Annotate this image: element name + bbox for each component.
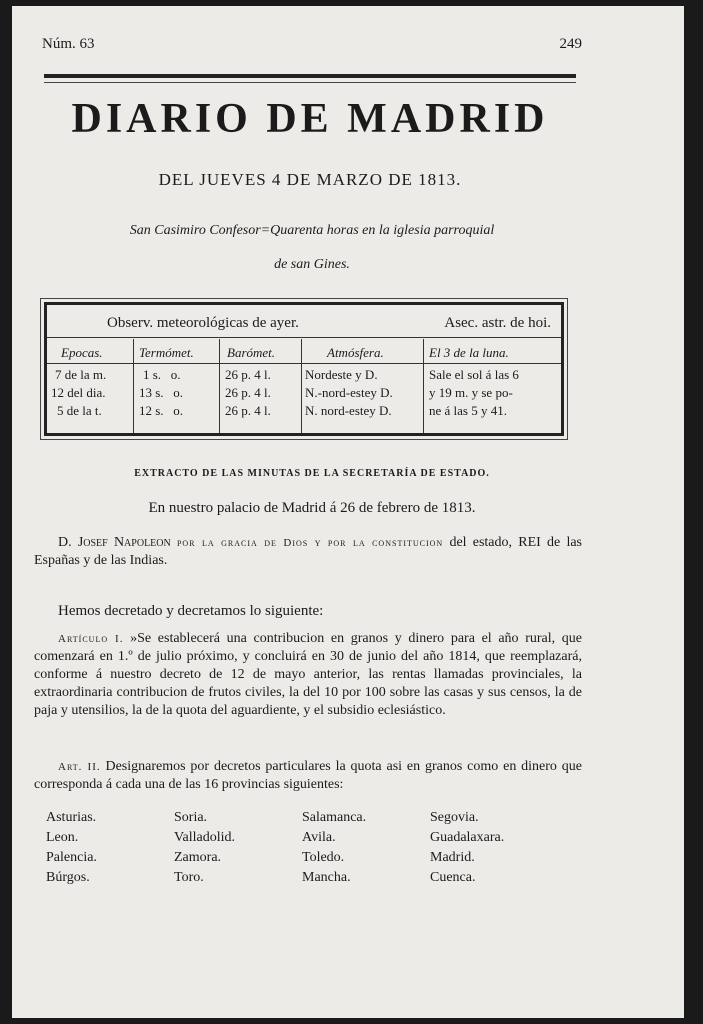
- province-item: Valladolid.: [174, 830, 236, 845]
- column-divider: [133, 339, 134, 433]
- article-1-text: »Se establecerá una contribucion en granos y dinero para el año rural, que comenzará en 1.º de julio próximo, y concluirá en 30 de junio del año 1814, que reemplazará, conforme á nuestro decreto de 12 de mayo anterior, las rentas llamadas provinciales, la extraordinaria contribucion de frutos civiles, la del 10 por 100 sobre las casas y sus censos, la de paja y utensilios, la de la quota del aguardiente, y el subsidio eclesiástico.: [34, 631, 583, 718]
- meteo-title-row: [47, 311, 561, 338]
- province-item: Mancha.: [302, 870, 351, 885]
- issue-number: Núm. 63: [42, 36, 95, 52]
- luna-line-1: Sale el sol á las 6: [429, 367, 519, 382]
- section-heading: EXTRACTO DE LAS MINUTAS DE LA SECRETARÍA DE ESTADO.: [134, 468, 490, 479]
- row-1-epoca: 7 de la m.: [55, 367, 107, 382]
- meteorological-table: [44, 302, 564, 436]
- saint-line-2: de san Gines.: [274, 257, 350, 272]
- decree-statement: Hemos decretado y decretamos lo siguiente:: [58, 603, 324, 619]
- province-item: Zamora.: [174, 850, 222, 865]
- province-item: Cuenca.: [430, 870, 476, 885]
- header-rule: [44, 74, 576, 78]
- row-2-termometro: 13 s. o.: [139, 385, 184, 400]
- page-number: 249: [559, 36, 582, 52]
- column-divider: [301, 339, 302, 433]
- column-divider: [423, 339, 424, 433]
- meteo-title-left: Observ. meteorológicas de ayer.: [107, 315, 299, 331]
- article-2-label: Art. II.: [58, 761, 101, 773]
- col-header-termometro: Termómet.: [139, 345, 194, 360]
- province-item: Búrgos.: [46, 870, 90, 885]
- row-3-termometro: 12 s. o.: [139, 403, 184, 418]
- saint-line-1: San Casimiro Confesor=Quarenta horas en la iglesia parroquial: [129, 223, 495, 238]
- luna-line-2: y 19 m. y se po-: [429, 385, 513, 400]
- col-header-barometro: Barómet.: [227, 345, 276, 360]
- decree-intro-end: del estado, REI de las Españas y de las Indias.: [34, 535, 582, 568]
- masthead: DIARIO DE MADRID: [71, 96, 549, 142]
- province-column: [302, 808, 366, 888]
- header-rule-thin: [44, 82, 576, 83]
- row-1-termometro: 1 s. o.: [143, 367, 181, 382]
- row-1-barometro: 26 p. 4 l.: [225, 367, 271, 382]
- col-header-atmosfera: Atmósfera.: [327, 345, 384, 360]
- row-3-epoca: 5 de la t.: [57, 403, 102, 418]
- column-divider: [219, 339, 220, 433]
- province-item: Asturias.: [46, 810, 97, 825]
- province-column: [174, 808, 235, 888]
- article-1-label: Artículo I.: [58, 633, 124, 645]
- province-item: Leon.: [46, 830, 79, 845]
- province-item: Salamanca.: [302, 810, 367, 825]
- province-item: Avila.: [302, 830, 336, 845]
- province-item: Toro.: [174, 870, 204, 885]
- decree-intro: [34, 534, 582, 570]
- province-column: [430, 808, 504, 888]
- meteo-title-right: Asec. astr. de hoi.: [444, 315, 551, 331]
- luna-line-3: ne á las 5 y 41.: [429, 403, 507, 418]
- province-item: Toledo.: [302, 850, 345, 865]
- saint-notice: [52, 214, 572, 282]
- row-2-barometro: 26 p. 4 l.: [225, 385, 271, 400]
- row-1-atmosfera: Nordeste y D.: [305, 367, 378, 382]
- page-header: [42, 36, 582, 58]
- province-item: Madrid.: [430, 850, 475, 865]
- row-2-epoca: 12 del dia.: [51, 385, 106, 400]
- article-2: [34, 758, 582, 794]
- palace-dateline: En nuestro palacio de Madrid á 26 de febrero de 1813.: [148, 500, 476, 516]
- header-divider: [47, 363, 561, 364]
- row-3-barometro: 26 p. 4 l.: [225, 403, 271, 418]
- province-item: Segovia.: [430, 810, 479, 825]
- col-header-epocas: Epocas.: [61, 345, 103, 360]
- dateline: DEL JUEVES 4 DE MARZO DE 1813.: [158, 170, 462, 189]
- decree-king: D. Josef Napoleon: [58, 535, 171, 550]
- province-item: Soria.: [174, 810, 208, 825]
- newspaper-page: [12, 6, 684, 1018]
- article-2-text: Designaremos por decretos particulares la quota asi en granos como en dinero que corresponda á cada una de las 16 provincias siguientes:: [34, 759, 583, 792]
- article-1: [34, 630, 582, 720]
- col-header-luna: El 3 de la luna.: [429, 345, 509, 360]
- province-item: Palencia.: [46, 850, 97, 865]
- province-item: Guadalaxara.: [430, 830, 505, 845]
- row-3-atmosfera: N. nord-estey D.: [305, 403, 392, 418]
- province-column: [46, 808, 97, 888]
- decree-title-caps: por la gracia de Dios y por la constitucion: [176, 537, 444, 549]
- row-2-atmosfera: N.-nord-estey D.: [305, 385, 393, 400]
